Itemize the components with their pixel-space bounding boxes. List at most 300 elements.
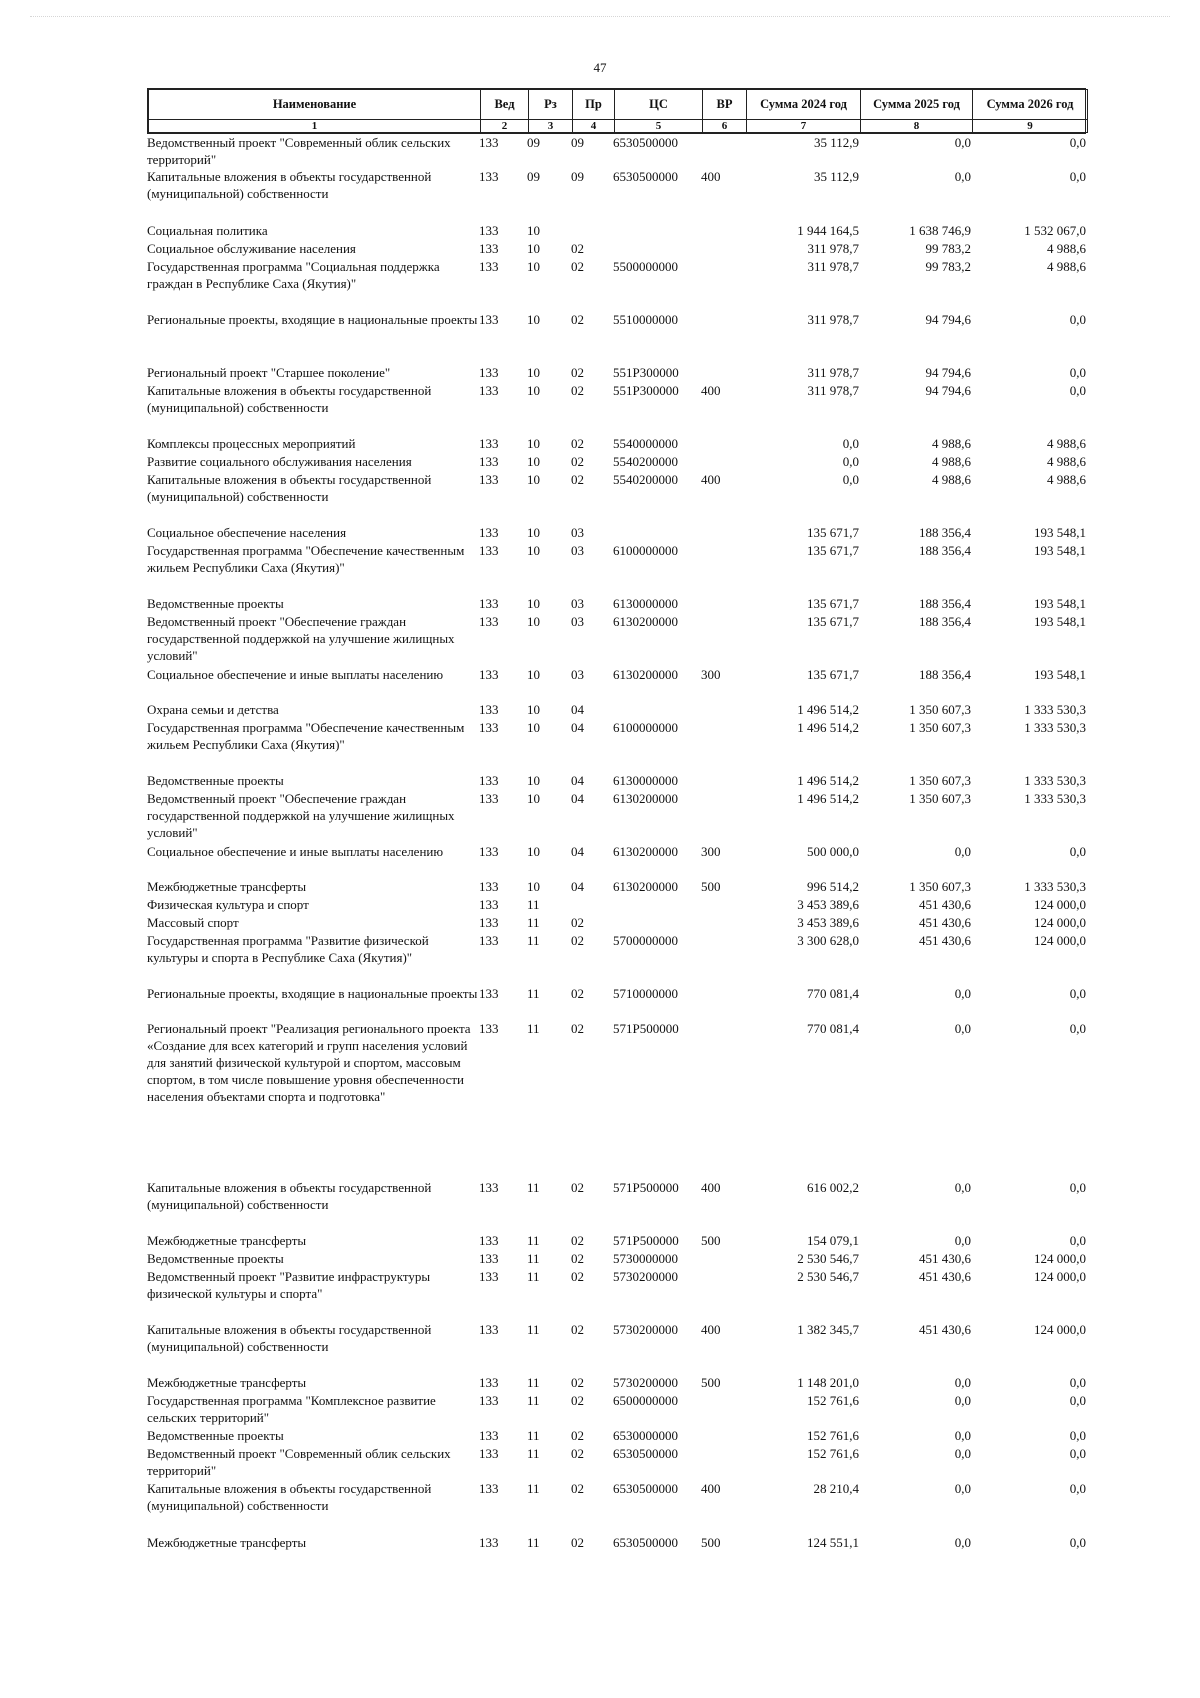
table-cell-sum-2026: 4 988,6 bbox=[1047, 454, 1086, 469]
table-cell-sum-2024: 35 112,9 bbox=[813, 169, 859, 184]
table-cell-ved: 133 bbox=[479, 365, 499, 380]
table-cell-vr: 400 bbox=[701, 383, 721, 398]
table-cell-pr bbox=[571, 896, 613, 914]
table-row bbox=[147, 542, 1086, 595]
table-cell-sum-2025: 0,0 bbox=[954, 135, 971, 150]
table-cell-ved: 133 bbox=[479, 596, 499, 611]
table-cell-ved: 133 bbox=[479, 312, 499, 327]
table-cell-cs bbox=[613, 240, 701, 258]
table-row bbox=[147, 240, 1086, 258]
table-cell-sum-2026: 4 988,6 bbox=[1047, 259, 1086, 274]
table-row bbox=[147, 222, 1086, 240]
table-row bbox=[147, 772, 1086, 790]
table-cell-sum-2026: 0,0 bbox=[1069, 1393, 1086, 1408]
table-cell-sum-2026: 124 000,0 bbox=[1034, 1251, 1086, 1266]
table-cell-vr bbox=[701, 453, 745, 471]
table-cell-sum-2025: 4 988,6 bbox=[932, 454, 971, 469]
table-cell-sum-2026: 1 333 530,3 bbox=[1024, 702, 1086, 717]
table-cell-pr: 02 bbox=[571, 986, 584, 1001]
table-row bbox=[147, 1445, 1086, 1480]
table-cell-sum-2026: 0,0 bbox=[1069, 365, 1086, 380]
table-cell-sum-2025: 0,0 bbox=[954, 1535, 971, 1550]
table-row bbox=[147, 1232, 1086, 1250]
table-cell-cs: 5730200000 bbox=[613, 1375, 678, 1390]
header-number: 9 bbox=[973, 120, 1088, 133]
table-cell-rz: 10 bbox=[527, 454, 540, 469]
table-cell-sum-2025: 451 430,6 bbox=[919, 1269, 971, 1284]
table-cell-name: Государственная программа "Развитие физической культуры и спорта в Республике Саха (Якутия)" bbox=[147, 933, 429, 965]
table-cell-vr bbox=[701, 914, 745, 932]
table-cell-sum-2024: 3 300 628,0 bbox=[797, 933, 859, 948]
table-cell-vr bbox=[701, 222, 745, 240]
table-cell-cs: 571P500000 bbox=[613, 1021, 679, 1036]
table-cell-sum-2025: 0,0 bbox=[954, 169, 971, 184]
table-cell-sum-2024: 1 496 514,2 bbox=[797, 720, 859, 735]
table-cell-sum-2026: 0,0 bbox=[1069, 1375, 1086, 1390]
table-cell-name: Региональный проект "Реализация регионального проекта «Создание для всех категорий и групп населения условий для занятий физической культурой и спортом, массовым спортом, в том числе повышение уровня обеспеченности населения объектами спорта и подготовка" bbox=[147, 1021, 471, 1104]
table-cell-name: Государственная программа "Обеспечение качественным жильем Республики Саха (Якутия)" bbox=[147, 720, 465, 752]
table-cell-name: Физическая культура и спорт bbox=[147, 897, 309, 912]
table-cell-ved: 133 bbox=[479, 1251, 499, 1266]
table-cell-ved: 133 bbox=[479, 1481, 499, 1496]
table-row bbox=[147, 1374, 1086, 1392]
table-row bbox=[147, 595, 1086, 613]
table-cell-sum-2024: 1 496 514,2 bbox=[797, 702, 859, 717]
table-cell-sum-2025: 4 988,6 bbox=[932, 472, 971, 487]
table-cell-ved: 133 bbox=[479, 773, 499, 788]
table-cell-sum-2025: 99 783,2 bbox=[925, 259, 971, 274]
table-cell-sum-2024: 3 453 389,6 bbox=[797, 897, 859, 912]
table-cell-pr: 02 bbox=[571, 365, 584, 380]
table-cell-name: Ведомственный проект "Обеспечение граждан государственной поддержкой на улучшение жилищных условий" bbox=[147, 791, 455, 840]
table-cell-cs: 6130000000 bbox=[613, 596, 678, 611]
table-cell-rz: 10 bbox=[527, 791, 540, 806]
table-row bbox=[147, 666, 1086, 701]
table-cell-cs: 6530500000 bbox=[613, 135, 678, 150]
table-cell-sum-2025: 94 794,6 bbox=[925, 383, 971, 398]
table-cell-sum-2026: 1 333 530,3 bbox=[1024, 720, 1086, 735]
table-cell-cs: 5700000000 bbox=[613, 933, 678, 948]
table-row bbox=[147, 1179, 1086, 1232]
table-cell-sum-2024: 770 081,4 bbox=[807, 986, 859, 1001]
table-cell-name: Межбюджетные трансферты bbox=[147, 1233, 307, 1248]
table-cell-pr: 04 bbox=[571, 791, 584, 806]
table-row bbox=[147, 1427, 1086, 1445]
table-cell-vr: 500 bbox=[701, 879, 721, 894]
table-cell-pr: 03 bbox=[571, 543, 584, 558]
table-row bbox=[147, 1020, 1086, 1179]
header-ved: Вед bbox=[481, 90, 529, 120]
table-cell-sum-2026: 124 000,0 bbox=[1034, 933, 1086, 948]
table-cell-name: Ведомственный проект "Современный облик сельских территорий" bbox=[147, 135, 451, 167]
table-cell-vr bbox=[701, 772, 745, 790]
table-cell-sum-2026: 0,0 bbox=[1069, 169, 1086, 184]
table-cell-rz: 10 bbox=[527, 879, 540, 894]
table-cell-sum-2025: 1 350 607,3 bbox=[909, 702, 971, 717]
table-cell-ved: 133 bbox=[479, 933, 499, 948]
table-cell-sum-2024: 135 671,7 bbox=[807, 525, 859, 540]
table-cell-rz: 10 bbox=[527, 525, 540, 540]
table-cell-name: Ведомственный проект "Развитие инфраструктуры физической культуры и спорта" bbox=[147, 1269, 431, 1301]
table-cell-pr: 02 bbox=[571, 1269, 584, 1284]
table-cell-rz: 11 bbox=[527, 1021, 540, 1036]
table-cell-cs: 5710000000 bbox=[613, 986, 678, 1001]
table-cell-cs: 6530500000 bbox=[613, 169, 678, 184]
table-cell-pr: 02 bbox=[571, 1446, 584, 1461]
table-cell-name: Капитальные вложения в объекты государственной (муниципальной) собственности bbox=[147, 1322, 432, 1354]
table-cell-rz: 11 bbox=[527, 1481, 540, 1496]
table-cell-sum-2026: 193 548,1 bbox=[1034, 543, 1086, 558]
table-cell-pr: 02 bbox=[571, 454, 584, 469]
table-cell-cs: 6130000000 bbox=[613, 773, 678, 788]
table-cell-name: Региональные проекты, входящие в национальные проекты bbox=[147, 312, 478, 327]
table-cell-rz: 10 bbox=[527, 844, 540, 859]
table-cell-cs: 5730200000 bbox=[613, 1269, 678, 1284]
header-sum-2024: Сумма 2024 год bbox=[747, 90, 861, 120]
table-row bbox=[147, 790, 1086, 843]
header-name: Наименование bbox=[149, 90, 481, 120]
table-cell-vr: 300 bbox=[701, 844, 721, 859]
table-cell-sum-2025: 0,0 bbox=[954, 1446, 971, 1461]
table-cell-rz: 11 bbox=[527, 915, 540, 930]
table-cell-ved: 133 bbox=[479, 1269, 499, 1284]
table-cell-ved: 133 bbox=[479, 1535, 499, 1550]
header-number: 4 bbox=[573, 120, 615, 133]
table-cell-pr: 02 bbox=[571, 1481, 584, 1496]
table-cell-pr: 03 bbox=[571, 614, 584, 629]
table-cell-sum-2024: 1 496 514,2 bbox=[797, 773, 859, 788]
table-cell-rz: 10 bbox=[527, 773, 540, 788]
table-cell-rz: 11 bbox=[527, 1233, 540, 1248]
table-cell-ved: 133 bbox=[479, 844, 499, 859]
table-cell-sum-2026: 0,0 bbox=[1069, 986, 1086, 1001]
table-cell-ved: 133 bbox=[479, 667, 499, 682]
table-cell-sum-2025: 188 356,4 bbox=[919, 525, 971, 540]
table-cell-cs: 551P300000 bbox=[613, 383, 679, 398]
table-cell-rz: 11 bbox=[527, 1322, 540, 1337]
table-cell-rz: 10 bbox=[527, 614, 540, 629]
table-cell-sum-2026: 4 988,6 bbox=[1047, 472, 1086, 487]
table-cell-ved: 133 bbox=[479, 1375, 499, 1390]
table-cell-vr: 500 bbox=[701, 1375, 721, 1390]
table-cell-sum-2024: 135 671,7 bbox=[807, 614, 859, 629]
page-number: 47 bbox=[593, 60, 607, 75]
table-row bbox=[147, 435, 1086, 453]
table-cell-sum-2025: 4 988,6 bbox=[932, 436, 971, 451]
table-cell-ved: 133 bbox=[479, 986, 499, 1001]
table-cell-name: Комплексы процессных мероприятий bbox=[147, 436, 356, 451]
table-cell-cs: 6530500000 bbox=[613, 1535, 678, 1550]
table-cell-ved: 133 bbox=[479, 1446, 499, 1461]
table-cell-cs: 6130200000 bbox=[613, 667, 678, 682]
table-cell-name: Социальное обслуживание населения bbox=[147, 241, 356, 256]
table-row bbox=[147, 311, 1086, 364]
table-cell-sum-2026: 1 333 530,3 bbox=[1024, 773, 1086, 788]
table-cell-rz: 11 bbox=[527, 1535, 540, 1550]
table-cell-vr bbox=[701, 595, 745, 613]
table-cell-cs bbox=[613, 896, 701, 914]
table-cell-cs bbox=[613, 914, 701, 932]
table-cell-pr: 03 bbox=[571, 525, 584, 540]
table-cell-ved: 133 bbox=[479, 472, 499, 487]
table-cell-vr bbox=[701, 719, 745, 772]
table-cell-sum-2025: 0,0 bbox=[954, 1428, 971, 1443]
table-cell-cs: 6130200000 bbox=[613, 791, 678, 806]
table-cell-sum-2025: 0,0 bbox=[954, 1233, 971, 1248]
table-cell-pr: 04 bbox=[571, 879, 584, 894]
table-cell-pr: 02 bbox=[571, 1375, 584, 1390]
table-cell-name: Социальное обеспечение и иные выплаты населению bbox=[147, 667, 444, 682]
table-cell-ved: 133 bbox=[479, 436, 499, 451]
table-row bbox=[147, 382, 1086, 435]
table-cell-sum-2026: 0,0 bbox=[1069, 1446, 1086, 1461]
table-cell-sum-2024: 616 002,2 bbox=[807, 1180, 859, 1195]
table-cell-cs bbox=[613, 524, 701, 542]
table-cell-sum-2025: 188 356,4 bbox=[919, 543, 971, 558]
table-cell-sum-2024: 124 551,1 bbox=[807, 1535, 859, 1550]
scan-noise bbox=[30, 16, 1170, 21]
table-cell-sum-2025: 1 350 607,3 bbox=[909, 773, 971, 788]
table-cell-sum-2024: 1 382 345,7 bbox=[797, 1322, 859, 1337]
table-cell-ved: 133 bbox=[479, 223, 499, 238]
table-cell-sum-2026: 124 000,0 bbox=[1034, 897, 1086, 912]
table-cell-vr bbox=[701, 1427, 745, 1445]
table-cell-vr bbox=[701, 1268, 745, 1321]
table-cell-vr: 500 bbox=[701, 1233, 721, 1248]
table-cell-vr: 400 bbox=[701, 1322, 721, 1337]
table-cell-ved: 133 bbox=[479, 454, 499, 469]
table-cell-sum-2025: 0,0 bbox=[954, 1481, 971, 1496]
table-cell-sum-2024: 2 530 546,7 bbox=[797, 1269, 859, 1284]
table-cell-cs: 6130200000 bbox=[613, 879, 678, 894]
table-cell-pr: 02 bbox=[571, 383, 584, 398]
table-cell-vr bbox=[701, 790, 745, 843]
header-rz: Рз bbox=[529, 90, 573, 120]
table-cell-pr: 02 bbox=[571, 436, 584, 451]
table-cell-rz: 10 bbox=[527, 472, 540, 487]
table-row bbox=[147, 1321, 1086, 1374]
table-cell-pr: 09 bbox=[571, 135, 584, 150]
table-cell-sum-2025: 0,0 bbox=[954, 1393, 971, 1408]
table-cell-ved: 133 bbox=[479, 1428, 499, 1443]
table-cell-vr bbox=[701, 613, 745, 666]
table-cell-rz: 10 bbox=[527, 312, 540, 327]
table-cell-vr: 500 bbox=[701, 1535, 721, 1550]
table-cell-pr bbox=[571, 222, 613, 240]
table-cell-sum-2026: 193 548,1 bbox=[1034, 525, 1086, 540]
table-cell-ved: 133 bbox=[479, 135, 499, 150]
header-number: 7 bbox=[747, 120, 861, 133]
table-cell-ved: 133 bbox=[479, 915, 499, 930]
table-row bbox=[147, 1268, 1086, 1321]
header-sum-2025: Сумма 2025 год bbox=[861, 90, 973, 120]
table-cell-rz: 11 bbox=[527, 1393, 540, 1408]
table-cell-cs: 6530500000 bbox=[613, 1446, 678, 1461]
table-cell-cs: 5500000000 bbox=[613, 259, 678, 274]
header-pr: Пр bbox=[573, 90, 615, 120]
table-cell-ved: 133 bbox=[479, 1233, 499, 1248]
table-cell-vr bbox=[701, 896, 745, 914]
table-row bbox=[147, 701, 1086, 719]
table-row bbox=[147, 1392, 1086, 1427]
table-cell-ved: 133 bbox=[479, 879, 499, 894]
table-cell-name: Ведомственные проекты bbox=[147, 773, 284, 788]
table-cell-name: Межбюджетные трансферты bbox=[147, 1535, 307, 1550]
table-cell-cs: 5730200000 bbox=[613, 1322, 678, 1337]
table-row bbox=[147, 168, 1086, 222]
table-cell-ved: 133 bbox=[479, 702, 499, 717]
table-cell-name: Социальная политика bbox=[147, 223, 268, 238]
table-row bbox=[147, 896, 1086, 914]
table-cell-sum-2026: 0,0 bbox=[1069, 1233, 1086, 1248]
header-number: 6 bbox=[703, 120, 747, 133]
table-cell-cs: 5540000000 bbox=[613, 436, 678, 451]
table-cell-sum-2026: 0,0 bbox=[1069, 844, 1086, 859]
table-cell-sum-2025: 1 638 746,9 bbox=[909, 223, 971, 238]
table-cell-name: Ведомственные проекты bbox=[147, 596, 284, 611]
table-cell-pr: 04 bbox=[571, 702, 584, 717]
table-row bbox=[147, 134, 1086, 168]
table-cell-sum-2024: 1 148 201,0 bbox=[797, 1375, 859, 1390]
table-cell-sum-2024: 1 496 514,2 bbox=[797, 791, 859, 806]
header-number: 1 bbox=[149, 120, 481, 133]
table-cell-name: Социальное обеспечение и иные выплаты населению bbox=[147, 844, 444, 859]
table-cell-sum-2025: 0,0 bbox=[954, 844, 971, 859]
table-cell-sum-2026: 0,0 bbox=[1069, 1428, 1086, 1443]
table-cell-sum-2025: 0,0 bbox=[954, 1375, 971, 1390]
table-cell-vr bbox=[701, 985, 745, 1020]
table-cell-ved: 133 bbox=[479, 614, 499, 629]
table-cell-rz: 10 bbox=[527, 596, 540, 611]
table-cell-sum-2024: 0,0 bbox=[842, 472, 859, 487]
table-cell-pr: 03 bbox=[571, 667, 584, 682]
table-cell-sum-2026: 0,0 bbox=[1069, 1481, 1086, 1496]
table-cell-name: Межбюджетные трансферты bbox=[147, 1375, 307, 1390]
table-cell-vr bbox=[701, 134, 745, 168]
table-cell-vr bbox=[701, 258, 745, 311]
table-cell-cs: 551P300000 bbox=[613, 365, 679, 380]
table-cell-sum-2024: 154 079,1 bbox=[807, 1233, 859, 1248]
table-cell-rz: 10 bbox=[527, 702, 540, 717]
table-row bbox=[147, 1250, 1086, 1268]
table-cell-vr bbox=[701, 932, 745, 985]
table-cell-pr: 02 bbox=[571, 1233, 584, 1248]
header-vr: ВР bbox=[703, 90, 747, 120]
table-cell-ved: 133 bbox=[479, 1180, 499, 1195]
table-cell-sum-2024: 770 081,4 bbox=[807, 1021, 859, 1036]
table-cell-pr: 02 bbox=[571, 241, 584, 256]
table-cell-sum-2025: 188 356,4 bbox=[919, 614, 971, 629]
table-cell-rz: 09 bbox=[527, 135, 540, 150]
table-cell-pr: 09 bbox=[571, 169, 584, 184]
table-cell-rz: 11 bbox=[527, 1269, 540, 1284]
table-cell-sum-2024: 35 112,9 bbox=[813, 135, 859, 150]
table-cell-vr: 400 bbox=[701, 1481, 721, 1496]
table-cell-sum-2024: 2 530 546,7 bbox=[797, 1251, 859, 1266]
table-cell-rz: 10 bbox=[527, 543, 540, 558]
table-cell-pr: 02 bbox=[571, 472, 584, 487]
table-cell-rz: 11 bbox=[527, 897, 540, 912]
table-cell-sum-2024: 0,0 bbox=[842, 436, 859, 451]
table-cell-cs: 5540200000 bbox=[613, 454, 678, 469]
table-cell-name: Капитальные вложения в объекты государственной (муниципальной) собственности bbox=[147, 383, 432, 415]
table-cell-rz: 10 bbox=[527, 259, 540, 274]
table-cell-name: Развитие социального обслуживания населения bbox=[147, 454, 412, 469]
table-cell-cs: 571P500000 bbox=[613, 1180, 679, 1195]
table-cell-pr: 02 bbox=[571, 1251, 584, 1266]
table-cell-sum-2024: 0,0 bbox=[842, 454, 859, 469]
header-number: 8 bbox=[861, 120, 973, 133]
table-cell-cs: 6130200000 bbox=[613, 614, 678, 629]
table-cell-pr: 02 bbox=[571, 1180, 584, 1195]
table-cell-sum-2024: 135 671,7 bbox=[807, 667, 859, 682]
table-cell-pr: 02 bbox=[571, 1393, 584, 1408]
table-cell-name: Массовый спорт bbox=[147, 915, 239, 930]
table-cell-rz: 10 bbox=[527, 223, 540, 238]
table-cell-vr bbox=[701, 1445, 745, 1480]
table-cell-sum-2025: 94 794,6 bbox=[925, 365, 971, 380]
table-cell-vr bbox=[701, 542, 745, 595]
table-cell-name: Межбюджетные трансферты bbox=[147, 879, 307, 894]
table-cell-name: Капитальные вложения в объекты государственной (муниципальной) собственности bbox=[147, 1481, 432, 1513]
table-cell-cs bbox=[613, 222, 701, 240]
table-row bbox=[147, 985, 1086, 1020]
table-cell-pr: 02 bbox=[571, 933, 584, 948]
table-cell-pr: 02 bbox=[571, 1021, 584, 1036]
table-cell-name: Ведомственный проект "Современный облик сельских территорий" bbox=[147, 1446, 451, 1478]
table-cell-cs: 5510000000 bbox=[613, 312, 678, 327]
table-cell-vr bbox=[701, 701, 745, 719]
table-cell-ved: 133 bbox=[479, 525, 499, 540]
table-cell-name: Государственная программа "Обеспечение качественным жильем Республики Саха (Якутия)" bbox=[147, 543, 465, 575]
table-cell-sum-2024: 152 761,6 bbox=[807, 1428, 859, 1443]
table-cell-name: Капитальные вложения в объекты государственной (муниципальной) собственности bbox=[147, 472, 432, 504]
table-cell-sum-2026: 193 548,1 bbox=[1034, 667, 1086, 682]
table-cell-vr bbox=[701, 364, 745, 382]
table-cell-rz: 11 bbox=[527, 1428, 540, 1443]
table-cell-sum-2025: 188 356,4 bbox=[919, 667, 971, 682]
table-cell-vr bbox=[701, 435, 745, 453]
table-cell-ved: 133 bbox=[479, 1021, 499, 1036]
table-cell-sum-2025: 1 350 607,3 bbox=[909, 720, 971, 735]
table-cell-pr: 02 bbox=[571, 915, 584, 930]
table-cell-sum-2026: 0,0 bbox=[1069, 312, 1086, 327]
table-cell-rz: 10 bbox=[527, 383, 540, 398]
table-cell-sum-2024: 135 671,7 bbox=[807, 596, 859, 611]
table-cell-ved: 133 bbox=[479, 897, 499, 912]
table-cell-sum-2024: 152 761,6 bbox=[807, 1393, 859, 1408]
table-cell-pr: 02 bbox=[571, 1322, 584, 1337]
table-cell-sum-2025: 451 430,6 bbox=[919, 1251, 971, 1266]
table-row bbox=[147, 843, 1086, 878]
table-row bbox=[147, 613, 1086, 666]
table-cell-sum-2026: 1 333 530,3 bbox=[1024, 879, 1086, 894]
table-row bbox=[147, 914, 1086, 932]
table-cell-cs: 6100000000 bbox=[613, 720, 678, 735]
table-cell-vr: 400 bbox=[701, 1180, 721, 1195]
table-cell-sum-2026: 124 000,0 bbox=[1034, 1269, 1086, 1284]
table-cell-ved: 133 bbox=[479, 791, 499, 806]
table-cell-name: Капитальные вложения в объекты государственной (муниципальной) собственности bbox=[147, 169, 432, 201]
table-cell-rz: 11 bbox=[527, 1375, 540, 1390]
table-cell-sum-2025: 188 356,4 bbox=[919, 596, 971, 611]
table-cell-rz: 10 bbox=[527, 241, 540, 256]
budget-table bbox=[147, 88, 1086, 1554]
table-cell-sum-2026: 124 000,0 bbox=[1034, 915, 1086, 930]
table-cell-vr bbox=[701, 311, 745, 364]
table-cell-sum-2025: 451 430,6 bbox=[919, 897, 971, 912]
table-cell-sum-2025: 451 430,6 bbox=[919, 1322, 971, 1337]
